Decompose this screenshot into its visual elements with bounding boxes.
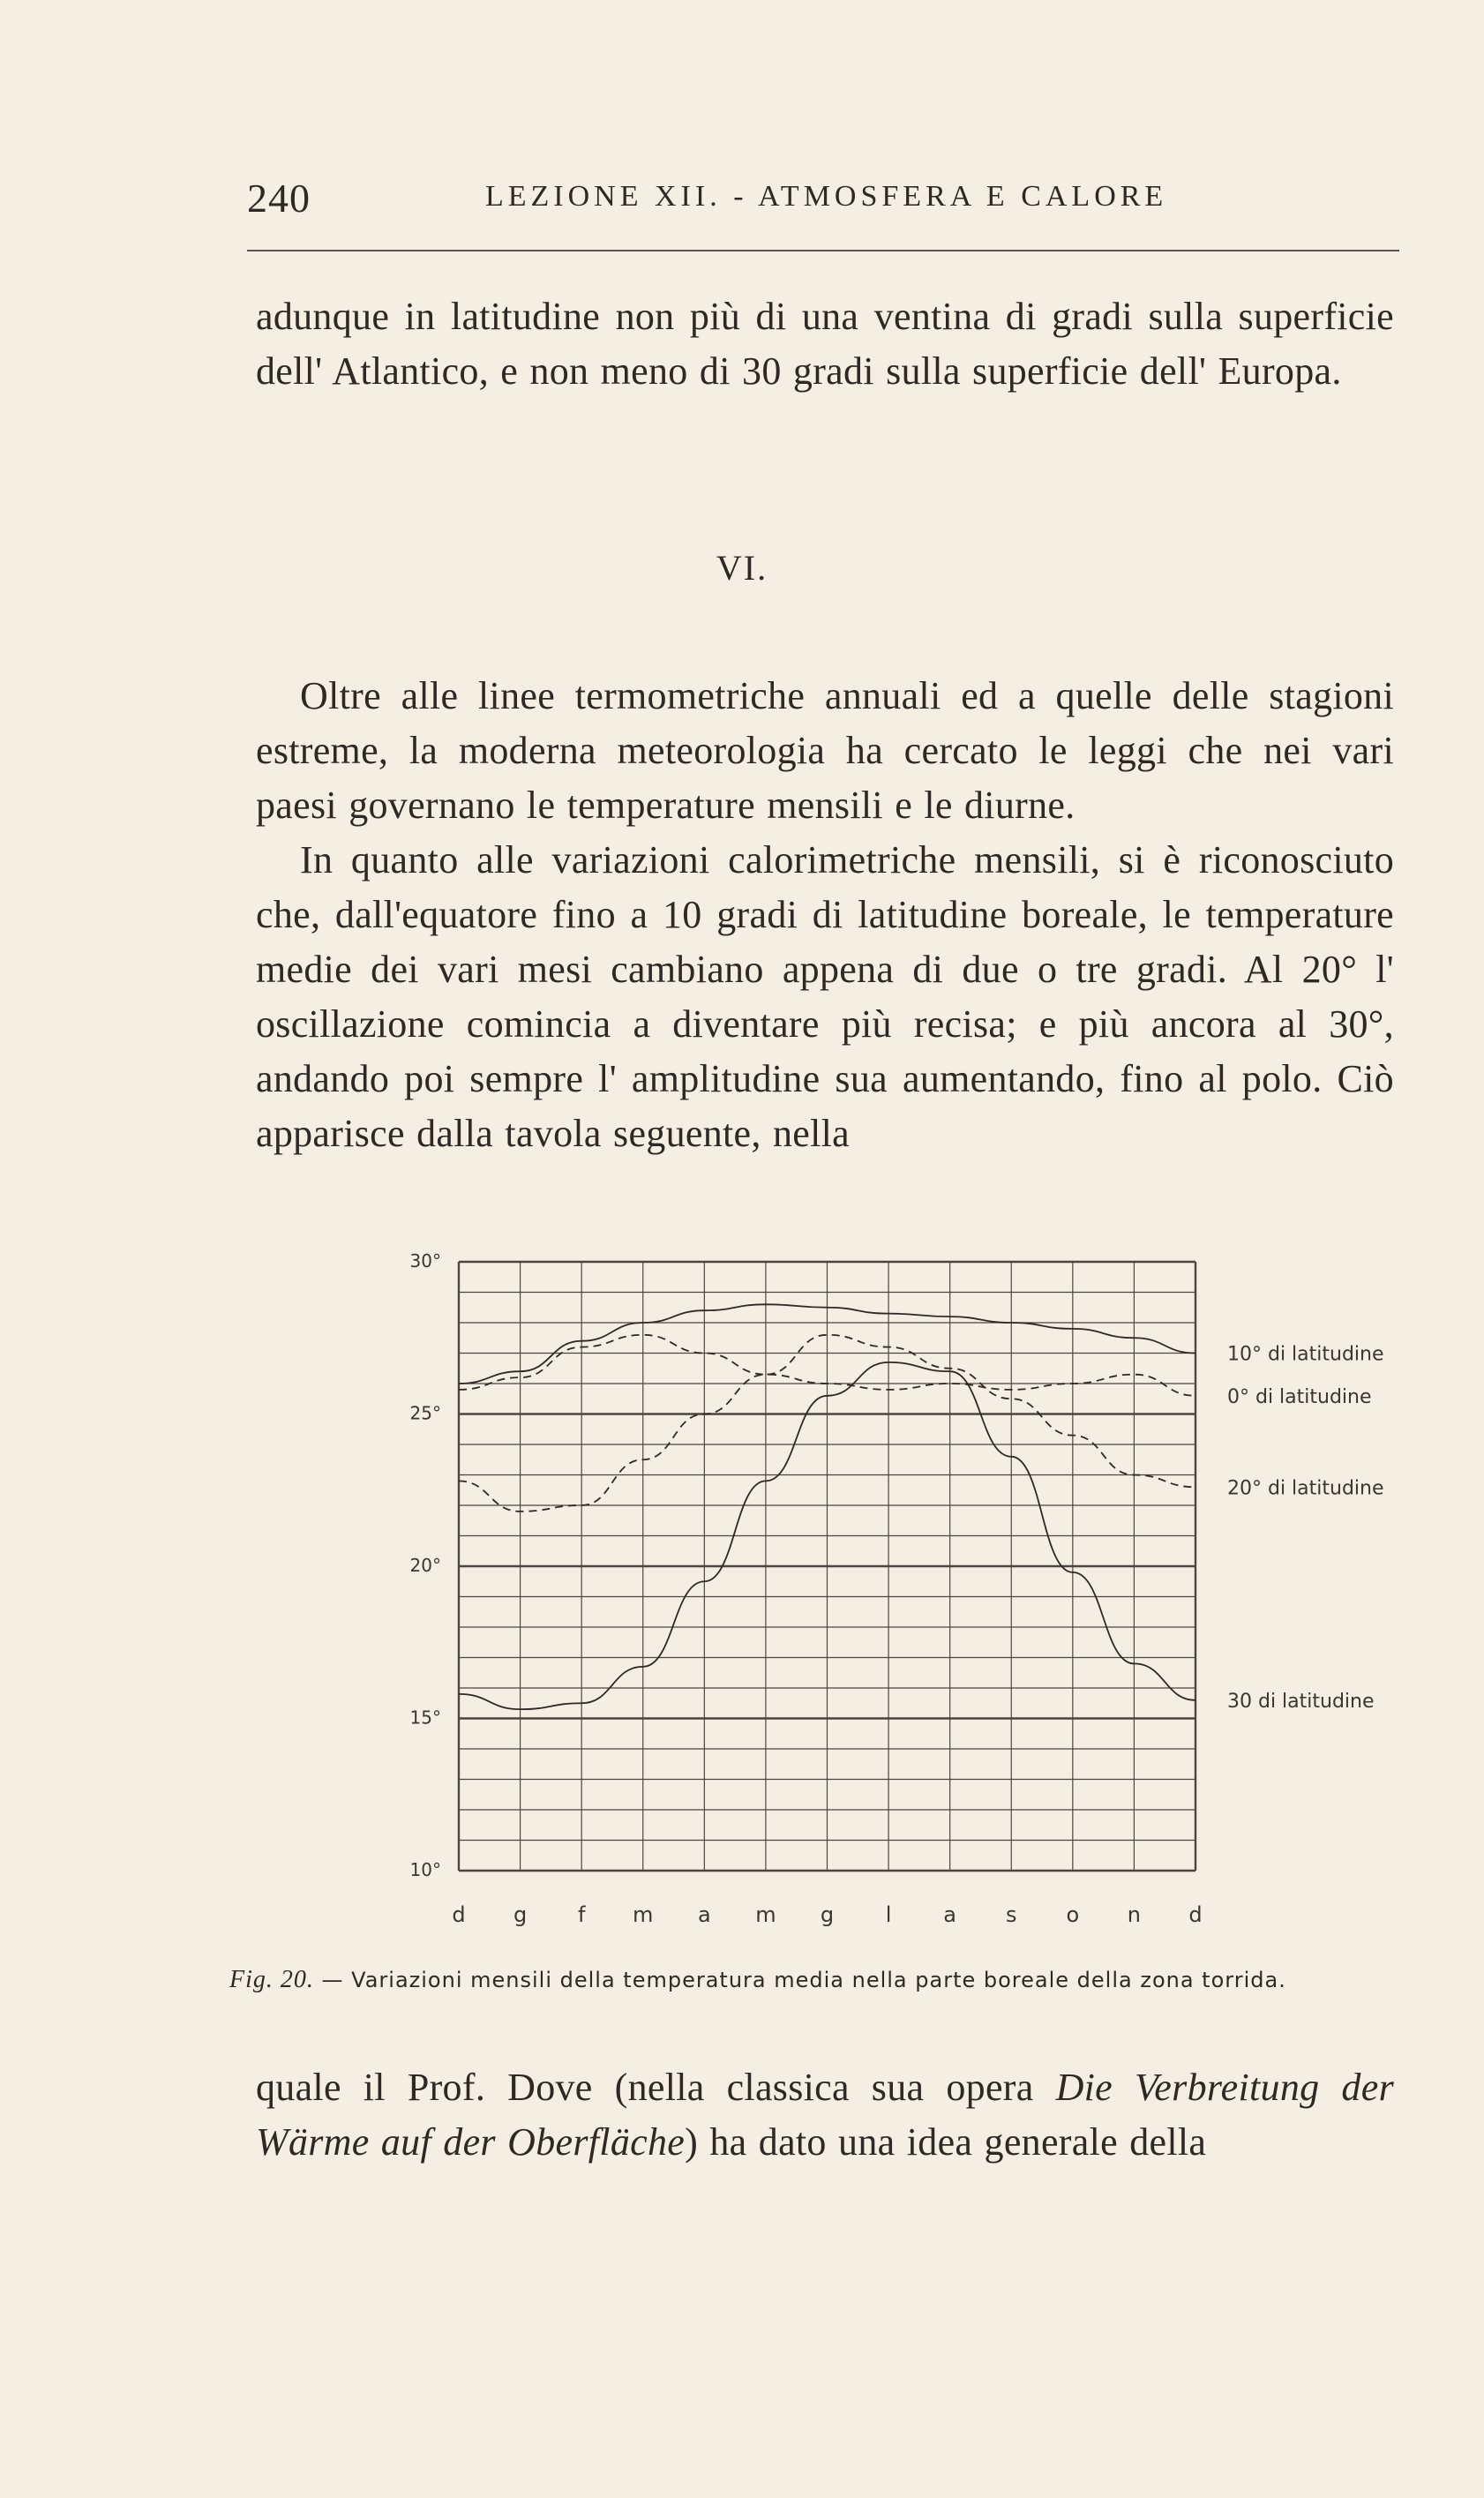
paragraph-2: Oltre alle linee termometriche annuali ed a quelle delle stagioni estreme, la moderna meteorologia ha cercato le leggi che nei vari paesi governano le temperature mensili e le diurne.: [256, 674, 1394, 827]
legend-label-3: 30 di latitudine: [1227, 1690, 1375, 1713]
paragraph-1: adunque in latitudine non più di una ventina di gradi sulla superficie dell' Atlantico, e non meno di 30 gradi sulla superficie dell' Europa.: [256, 295, 1394, 393]
legend-label-2: 20° di latitudine: [1227, 1477, 1384, 1500]
x-tick-label: g: [820, 1902, 835, 1927]
figure-label: Fig. 20.: [229, 1966, 314, 1993]
x-tick-label: l: [885, 1902, 892, 1927]
y-tick-label: 30°: [409, 1250, 441, 1272]
x-tick-label: a: [943, 1902, 957, 1927]
page-header: [247, 175, 1399, 228]
x-tick-label: o: [1066, 1902, 1080, 1927]
x-tick-label: n: [1127, 1902, 1142, 1927]
x-tick-label: a: [697, 1902, 711, 1927]
x-tick-label: m: [755, 1902, 776, 1927]
x-tick-label: f: [577, 1902, 586, 1927]
paragraph-4: [256, 2060, 1394, 2170]
x-tick-label: g: [513, 1902, 528, 1927]
page-number: 240: [247, 176, 311, 221]
section-heading: VI.: [716, 548, 768, 588]
header-rule: [247, 250, 1399, 251]
x-tick-label: m: [633, 1902, 654, 1927]
caption-text: — Variazioni mensili della temperatura media nella parte boreale della zona torrida.: [321, 1968, 1286, 1992]
legend-label-0: 10° di latitudine: [1227, 1343, 1384, 1366]
y-tick-label: 15°: [409, 1707, 441, 1729]
y-tick-label: 10°: [409, 1859, 441, 1880]
legend-label-1: 0° di latitudine: [1227, 1385, 1372, 1408]
figure-chart: [0, 1218, 1484, 1941]
x-tick-label: d: [452, 1902, 466, 1927]
book-title: Die Verbreitung der Wärme auf der Oberfläche: [256, 2066, 1394, 2164]
x-tick-label: s: [1005, 1902, 1017, 1927]
paragraph-4-end: ) ha dato una idea generale della: [685, 2120, 1207, 2164]
y-tick-label: 20°: [409, 1555, 441, 1576]
paragraph-4-start: quale il Prof. Dove (nella classica sua opera: [256, 2066, 1056, 2109]
figure-caption: [229, 1966, 1412, 1994]
paragraph-3: In quanto alle variazioni calorimetriche mensili, si è riconosciuto che, dall'equatore fino a 10 gradi di latitudine boreale, le temperature medie dei vari mesi cambiano appena di due o tre gradi. Al 20° l' oscillazione comincia a diventare più recisa; e più ancora al 30°, andando poi sempre l' amplitudine sua aumentando, fino al polo. Ciò apparisce dalla tavola seguente, nella: [256, 838, 1394, 1155]
running-head: LEZIONE XII. - ATMOSFERA E CALORE: [485, 180, 1168, 213]
y-tick-label: 25°: [409, 1402, 441, 1424]
x-tick-label: d: [1188, 1902, 1203, 1927]
